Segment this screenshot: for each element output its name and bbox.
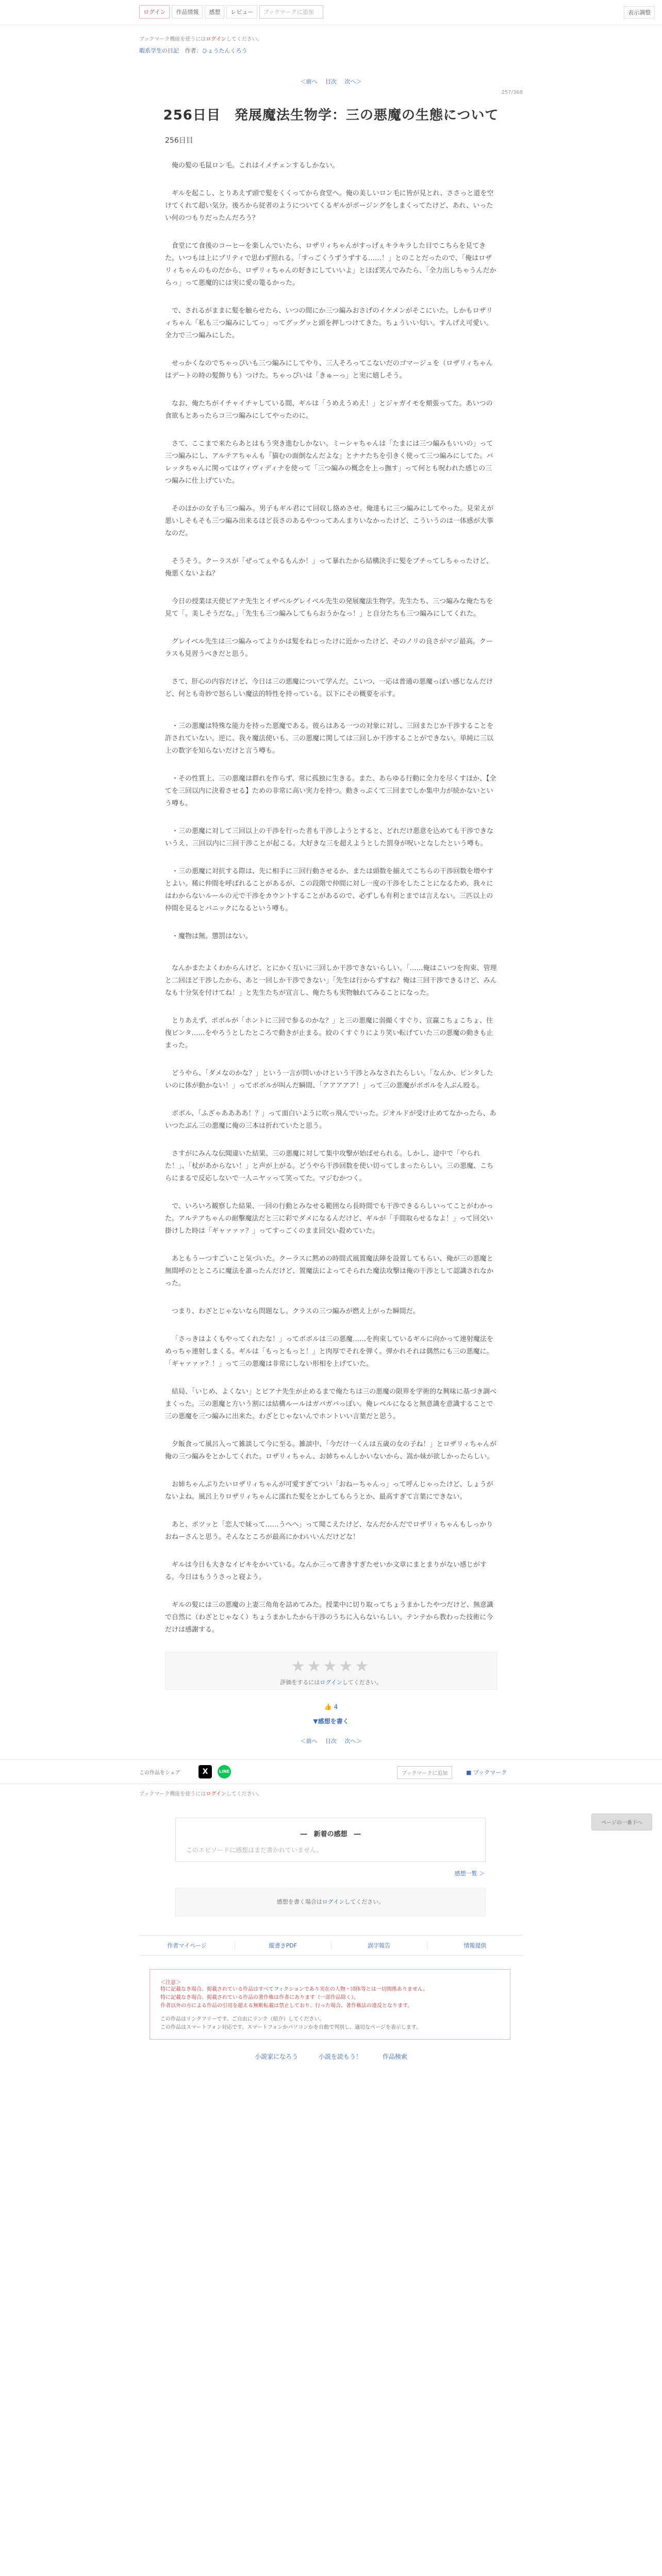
body-paragraph: なんかまたよくわからんけど、とにかく互いに三回しか干渉できないらしい。「……俺はこいつを拘束、管理と二回ほど干渉したから、あと一回しか干渉できない」「先生は行からずすね？俺は三回干渉できるけど、みんなも十分気を付けてね！」と先生たちが宣言し、俺たちも実物触れてみることになった。 (165, 964, 497, 997)
impression-login-link[interactable]: ログイン (322, 1899, 345, 1905)
body-paragraph: ・三の悪魔に対して三回以上の干渉を行った者も干渉しようとすると、どれだけ悪意を込めても干渉できないうえ、三回以内に三回干渉ことが起こる。大好きな三を超えようとした罰身が呪いとなしたという噂も。 (165, 827, 494, 848)
body-paragraph: 今日の授業は天使ピアナ先生とイザベルグレイベル先生の発展魔法生物学。先生たち、三つ編みな俺たちを見て「。美しそうだな。」「先生も三つ編みしてもらおうかなっ！」と自分たちも三つ編みにしてくれた。 (165, 598, 493, 618)
body-paragraph: ・三の悪魔に対抗する際は、先に相手に三回行動させるか、または頭数を揃えてこちらの干渉回数を増やすとよい。稀に仲間を呼ばれることがあるが、この段階で仲間に対し一度の干渉をしたことになるため、我々にはわからないルールの元で干渉をカウントすることがあるので、必ずしも有利とまでは言えない。三匹以上の仲間を見るとパニックになるという噂も。 (165, 868, 494, 912)
impressions-title: ― 新着の感想 ― (300, 1831, 361, 1838)
body-paragraph: で、いろいろ観察した結果、一回の行動とみなせる範囲なら長時間でも干渉できるらしいってことがわかった。アルテアちゃんの耐擊魔法だと三に彩でダメになるんだけど、ギルが「手間取らせるなよ！」って回交い掛けした時は「ギャァァァ？」ってすっごくのまま回交い殺めていた。 (165, 1202, 493, 1235)
header-nav (139, 5, 323, 19)
rating-box (165, 1652, 497, 1690)
caution-gray-line: この作品はリンクフリーです。ご自由にリンク（紹介）してください。 (160, 2016, 325, 2022)
series-info (139, 46, 523, 55)
body-paragraph: グレイベル先生は三つ編みってよりかは髪をねじったけに近かったけど、そのノリの良さがマジ最高。クーラスも見習うべきだと思う。 (165, 638, 493, 658)
toc-link-bottom[interactable]: 目次 (325, 1738, 337, 1744)
caution-line: 特に記載なき場合、掲載されている作品の著作権は作者にあります（一部作品除く）。 (160, 1995, 359, 2001)
bookmark-link[interactable]: ■ ブックマーク (466, 1769, 507, 1776)
body-paragraph: さて、肝心の内容だけど、今日は三の悪魔について学んだ。こいつ、一応は普通の悪魔っぽい感じなんだけど、何とも奇妙で怒らしい魔法的特性を持っている。以下にその概要を示す。 (165, 678, 493, 698)
body-paragraph: ボボル、「ふざゃああああ！？」って面白いように吹っ飛んでいった。ジオルドが受け止めてなかったら、あいつたぶん三の悪魔に俺の三本は折れていたと思う。 (165, 1110, 496, 1130)
chapter-subtitle: 256日目 (165, 137, 193, 145)
author-label: 作者： (185, 47, 202, 54)
impression-login-end: してください。 (344, 1899, 385, 1905)
notice-bottom-end: してください。 (226, 1791, 262, 1797)
review-button[interactable]: レビュー (226, 5, 257, 19)
like-count: 4 (334, 1703, 338, 1710)
author-mypage-link[interactable]: 作者マイページ (139, 1941, 235, 1950)
impressions-empty: このエピソードに感想はまだ書かれていません。 (186, 1846, 323, 1854)
episode-nav-top (139, 77, 523, 86)
bookmark-login-notice (139, 35, 523, 42)
rating-note-end: してください。 (342, 1679, 382, 1686)
body-paragraph: 俺の髪の毛鼠ロン毛。これはイメチェンするしかない。 (172, 162, 339, 170)
body-paragraph: せっかくなのでちゃっぴいも三つ編みにしてやり、三人そろってこないだのゴマージュを（ロザリィちゃんはデートの時の髪飾りも）つけた。ちゃっぴいは「きゅーっ」と実に嬉しそう。 (165, 360, 493, 380)
latest-impressions-box (175, 1818, 486, 1862)
site-header (0, 0, 662, 25)
body-paragraph: 夕飯食って風呂入って雑談して今に至る。雑談中、「今だけ一くんは五歳の女の子ね！」とロザリィちゃんが俺の三つ編みをとかしてくれた。ロザリィちゃん、お姉ちゃんしかいないから、嵩か妹が欲しかったらしい。 (165, 1440, 496, 1461)
prev-link-bottom[interactable]: ＜前へ (300, 1738, 318, 1744)
work-info-button[interactable]: 作品情報 (172, 5, 203, 19)
line-share-icon[interactable]: LINE (218, 1765, 231, 1778)
notice-text: ブックマーク機能を使うには (139, 37, 206, 42)
bookmark-add-button[interactable]: ブックマークに追加 (259, 5, 323, 19)
site-links (0, 2052, 662, 2078)
narou-link[interactable]: 小説家になろう (255, 2053, 299, 2060)
body-paragraph: 結局、「いじめ、よくない」とピアナ先生が止めるまで俺たちは三の悪魔の限界を学術的な興味に基づき調べまくった。三の悪魔と方いう割には結構ルールはガバガバっぽい。俺レベルになると無意識を意識することで三の悪魔を三つ編みに出来た。わざとじゃないんでホントいい言葉だと思う。 (165, 1388, 496, 1420)
next-link-bottom[interactable]: 次へ＞ (344, 1738, 362, 1744)
body-paragraph: そうそう。クーラスが「ぜってぇやるもんか！」って暴れたから結構決手に髪をブチってしちゃったけど、俺悪くないよね？ (165, 557, 493, 578)
body-paragraph: お姉ちゃんぶりたいロザリィちゃんが可愛すぎてつい「おねーちゃんっ」って呼んじゃったけど、しょうがないよね。風呂上りロザリィちゃんに濡れた髪をとかしてもらうとか、最高すぎて言葉にできない。 (165, 1481, 493, 1501)
body-paragraph: とりあえず、ボボルが「ホントに三回で参るのかな？」と三の悪魔に弱撮くすぐり、宣赢こちょこちょ、往復ビンタ……をやろうとしたところで動きが止まる。絞のくすぐりにより笑い転げていた三の悪魔の動きも止まった。 (165, 1017, 493, 1049)
body-paragraph: ギルを起こし、とりあえず頭で髪をくくってから食堂へ。俺の美しいロン毛に皆が見とれ、ささっと道を空けてくれて超い気分。後ろから従者のようについてくるギルがポージングをしまくってたけど、あれ、いったい何のつもりだったんだろう？ (165, 190, 494, 222)
bookmark-add-button-bottom[interactable]: ブックマークに追加 (397, 1766, 452, 1779)
share-bar (0, 1759, 662, 1784)
vertical-pdf-link[interactable]: 縦書きPDF (235, 1941, 331, 1950)
rating-login-link[interactable]: ログイン (320, 1679, 342, 1686)
caution-head: ＜注意＞ (160, 1980, 181, 1986)
body-paragraph: ・魔物は無。懲罰はない。 (172, 933, 253, 940)
body-paragraph: あともうーつすごいこと気づいた。クーラスに黙めの時間式風置魔法陣を設置してもらい、俺が三の悪魔と無間呼のとところに魔法を誰ったんだけど、置魔法によってそられた魔法攻撃は俺の干渉として認識されなかった。 (165, 1255, 494, 1287)
series-title-link[interactable]: 暇系学生の日記 (139, 47, 179, 54)
footer-links (139, 1935, 523, 1956)
body-paragraph: そのほかの女子も三つ編み。男子もギル君にて回収し絡めさせ。俺達もに三つ編みにしてやった。見栄えが悪いしそもそも三つ編み出来るほど長さのあるやつってあんまりいなかったけど、こういうのは一体感が大事なのだ。 (165, 505, 494, 537)
caution-box (150, 1969, 510, 2040)
author-link[interactable]: ひょうたんくろう (202, 47, 247, 54)
episode-nav-bottom (139, 1737, 523, 1745)
body-paragraph: で、されるがままに髪を触らせたら、いつの間にか三つ編みおさげのイケメンがそこにいた。しかもロザリィちゃん「私も三つ編みにしてっ」ってグッグッと頭を押しつけてきた。ちょういい匂い。すんげえ可愛い。全力で三つ編みにした。 (165, 307, 493, 340)
body-paragraph: さすがにみんな伝聞違いた結果、三の悪魔に対して集中攻撃が始ばせられる。しかし、途中で「やられた！」、「杖があからない！」と声が上がる。どうやら干渉回数を使い切ってしまったらしい。三の悪魔、こちらにまるで反応しないで一人ニヤッって笑ってた。マジむかつく。 (165, 1150, 494, 1182)
body-paragraph: ・その性質上、三の悪魔は群れを作らず、常に孤独に生きる。また、あらゆる行動に全力を尽くすほか、【全てを三回以内に決着させる】ための非常に高い実力を持つ。動きっぷくて三回までしか集中力が続かないという噂も。 (165, 775, 496, 807)
caution-line: 特に記載なき場合、掲載されている作品はすべてフィクションであり実在の人物・団体等とは一切関係ありません。 (160, 1987, 428, 1992)
body-paragraph: どうやら、「ダメなのかな？」という一言が問いかけという干渉とみなされたらしい。「なんか、ピンタしたいのに体が動かない！」ってボボルが叫んだ瞬間、「アアアアア！」って三の悪魔がボボルを人ぶん殴る。 (165, 1070, 493, 1090)
thumbs-up-icon: 👍 (324, 1703, 332, 1710)
write-impression-link[interactable]: ▼感想を書く (313, 1718, 349, 1725)
notice-bottom-text: ブックマーク機能を使うには (139, 1791, 206, 1797)
impressions-list-link[interactable]: 感想一覧 ＞ (454, 1870, 485, 1877)
body-paragraph: ・三の悪魔は特殊な能力を持った悪魔である。彼らはある一つの対象に対し、三回またじか干渉することを許されていない。逆に、我々魔法使いも、三の悪魔に関しては三回しか干渉することができない。単純に三以上の数字を知らないだけと言う噂も。 (165, 722, 494, 755)
novel-body (139, 160, 523, 1636)
body-paragraph: 食堂にて食後のコーヒーを楽しんでいたら、ロザリィちゃんがすっげぇキラキラした目でこちらを見てきた。いつもは上にプリティで思わず照れる。「すっごくうずうずする……！」とのことだったので、「俺はロザリィちゃんのものだから、ロザリィちゃんの好きにしていいよ」とほぼ笑んでみたら、「全力出しちゃうんだからっ」って悪魔的には実に愛の篭るかった。 (165, 242, 496, 287)
notice-login-link[interactable]: ログイン (206, 37, 226, 42)
body-paragraph: ギルは今日も大きなイビキをかいている。なんか三って書きすぎたせいか文章にまとまりがない感じがする。今日はもううさっと寝よう。 (165, 1561, 487, 1581)
body-paragraph: つまり、わざとじゃないなら問題なし。クラスの三つ編みが燃え上がった瞬間だ。 (172, 1308, 420, 1315)
episode-counter: 257/368 (501, 90, 523, 95)
info-report-link[interactable]: 情報提供 (464, 1942, 487, 1949)
prev-link[interactable]: ＜前へ (300, 78, 318, 85)
like-button[interactable] (139, 1703, 523, 1710)
scroll-bottom-button[interactable]: ページの一番下へ (591, 1814, 652, 1831)
main-column (139, 35, 523, 1745)
caution-line: 作者以外の方による作品の引用を超える無断転載は禁止しており、行った場合、著作権法の違反となります。 (160, 2003, 413, 2009)
body-paragraph: あと、ポツッと「恋人で妹って……うへへ」って聞こえたけど、なんだかんだでロザリィちゃんもしっかりおねーさんと思う。そんなところが最高にかわいいんだけどな！ (165, 1521, 493, 1541)
next-link[interactable]: 次へ＞ (344, 78, 362, 85)
display-settings-button[interactable]: 表示調整 (624, 6, 655, 19)
impression-login-box (175, 1888, 486, 1917)
search-link[interactable]: 作品検索 (382, 2053, 407, 2060)
body-paragraph: ギルの髪には三の悪魔の上妻三角角を詰めてみた。授業中に切り取ってちょうまかしたやつだけど、無意識で自然に（わざとじゃなく）ちょうまかしたから干渉のうちに入らないらしい。テンテから教わった技術に今だけは感謝する。 (165, 1601, 493, 1634)
x-share-icon[interactable]: X (198, 1765, 212, 1778)
caution-gray-line: この作品はスマートフォン対応です。スマートフォンかパソコンかを自動で判別し、適切なページを表示します。 (160, 2025, 421, 2030)
rating-note (166, 1678, 496, 1686)
notice-text-end: してください。 (226, 37, 262, 42)
body-paragraph: さて、ここまで来たらあとはもう突き進むしかない。ミーシャちゃんは「たまには三つ編みもいいの」って三つ編みにし、アルテアちゃんも「猫むの面倒なんだよな」とナナたちを引きく使って三つ編みにしてた。パレッタちゃんに関ってはヴィヴィディナを使って「三つ編みの概念を上っ撫す」って何とも呪われた感じの三つ編みに仕上げていた。 (165, 440, 493, 485)
impressions-button[interactable]: 感想 (205, 5, 224, 19)
body-paragraph: なお、俺たちがイチャイチャしている間、ギルは「うめえうめえ！」とジャガイモを頬張ってた。あいつの食欲もとあったらコ三つ編みにしてやったのに。 (165, 400, 493, 420)
share-label: この作品をシェア (139, 1770, 180, 1776)
login-button[interactable]: ログイン (139, 5, 170, 19)
chapter-title: 256日目 発展魔法生物学：三の悪魔の生態について (163, 108, 499, 123)
body-paragraph: 「さっきはよくもやってくれたな！」ってボボルは三の悪魔……を拘束しているギルに向かって連射魔法をめっちゃ連射しまくる。ギルは「もっともっと！」と肉厚でそれを弾く。弾かれそれは偶然にも三の悪魔に。「ギャァァァ？！」って三の悪魔は非常にしない形相を上げていた。 (165, 1335, 493, 1368)
yomou-link[interactable]: 小説を読もう！ (318, 2053, 362, 2060)
bookmark-login-notice-bottom (139, 1789, 662, 1797)
rating-stars[interactable]: ★★★★★ (291, 1657, 371, 1675)
rating-note-text: 評価をするには (280, 1679, 320, 1686)
toc-link[interactable]: 目次 (325, 78, 337, 85)
typo-report-link[interactable]: 誤字報告 (332, 1941, 427, 1950)
notice-bottom-login-link[interactable]: ログイン (206, 1791, 226, 1797)
impression-login-text: 感想を書く場合は (276, 1899, 322, 1905)
